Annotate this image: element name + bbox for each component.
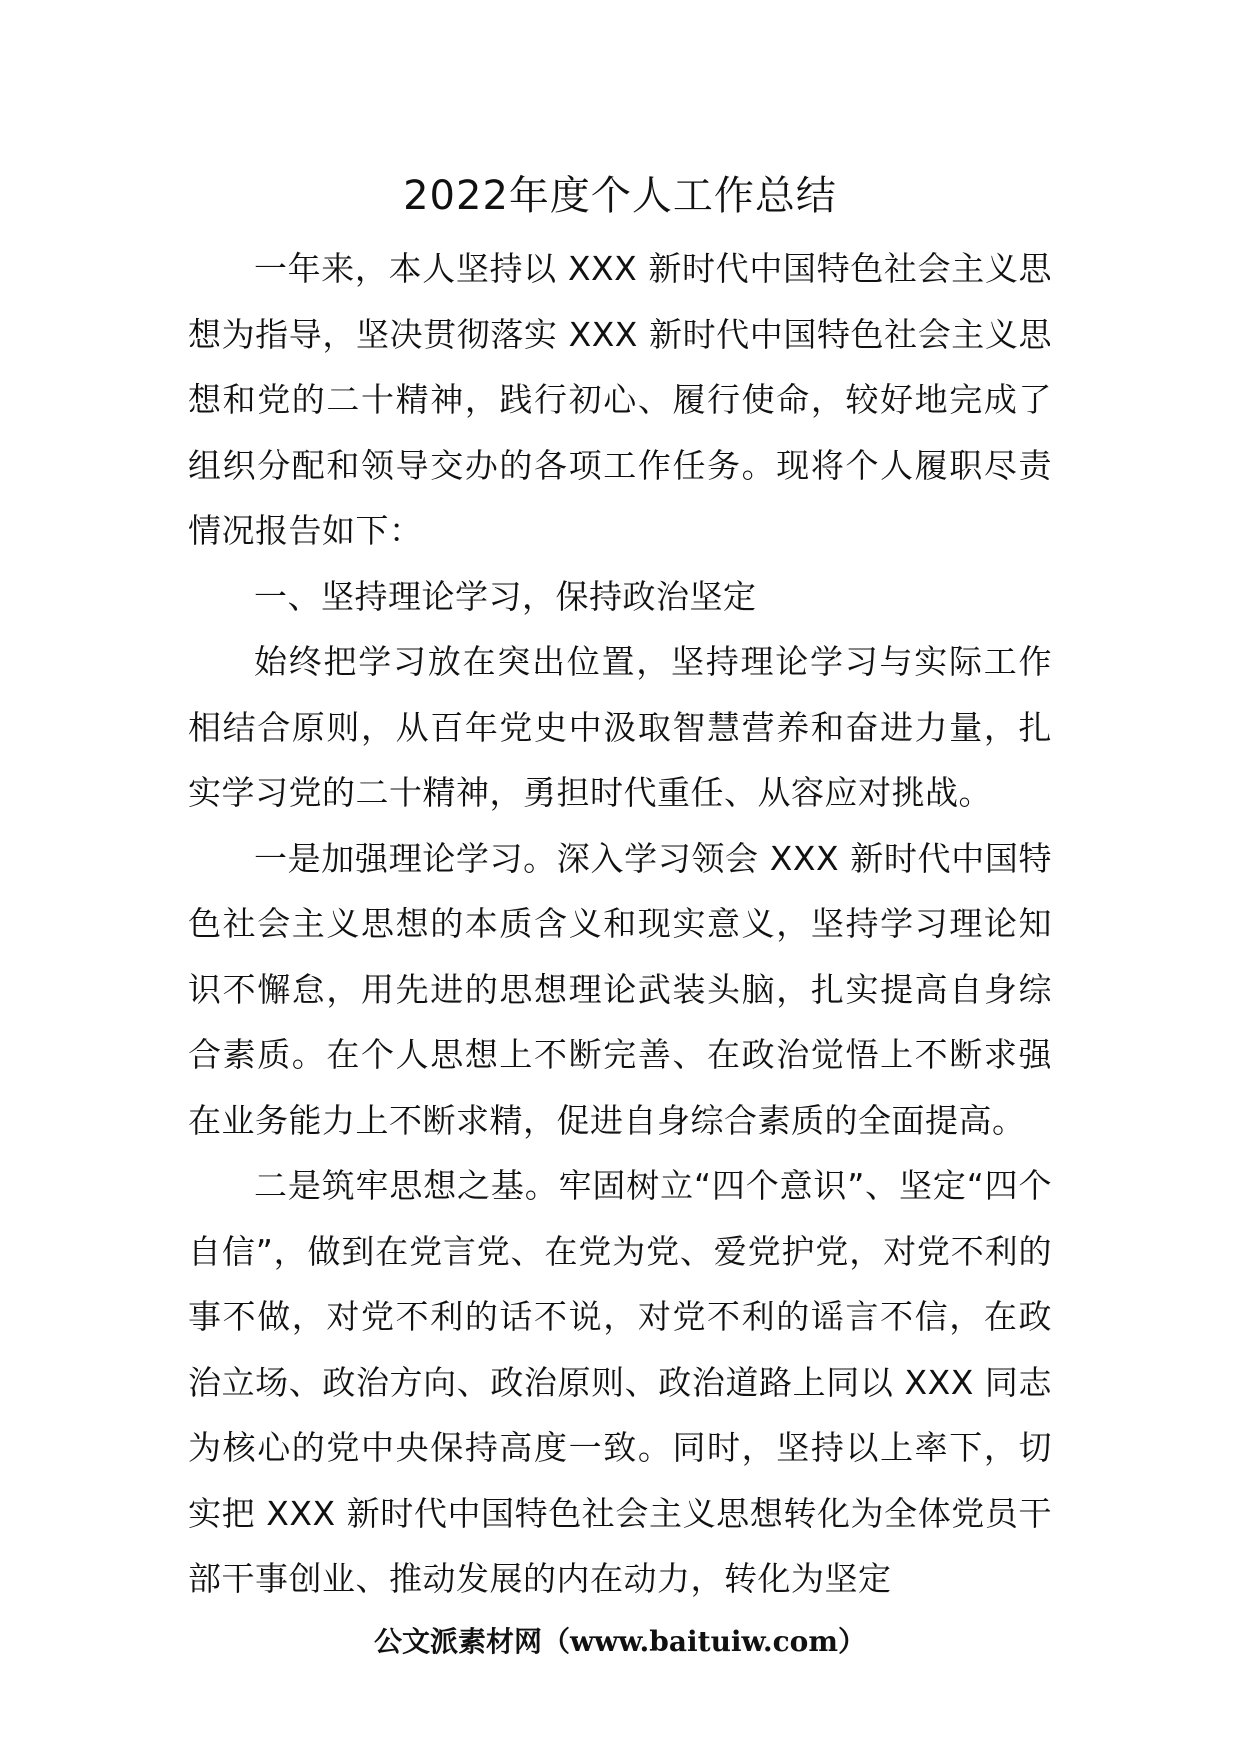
section-1-paragraph: 始终把学习放在突出位置，坚持理论学习与实际工作相结合原则，从百年党史中汲取智慧营养和奋进力量，扎实学习党的二十精神，勇担时代重任、从容应对挑战。: [188, 642, 1052, 812]
section-heading-1: 一、坚持理论学习，保持政治坚定: [254, 576, 757, 616]
point-1-paragraph: 一是加强理论学习。深入学习领会 XXX 新时代中国特色社会主义思想的本质含义和现实意义，坚持学习理论知识不懈怠，用先进的思想理论武装头脑，扎实提高自身综合素质。在个人思想上不断完善、在政治觉悟上不断求强在业务能力上不断求精，促进自身综合素质的全面提高。: [188, 838, 1052, 1140]
footer-watermark: 公文派素材网（www.baituiw.com）: [374, 1625, 866, 1658]
document-title: 2022年度个人工作总结: [403, 173, 837, 219]
intro-paragraph: 一年来，本人坚持以 XXX 新时代中国特色社会主义思想为指导，坚决贯彻落实 XXX 新时代中国特色社会主义思想和党的二十精神，践行初心、履行使命，较好地完成了组织分配和领导交办的各项工作任务。现将个人履职尽责情况报告如下：: [188, 249, 1052, 550]
point-2-paragraph: 二是筑牢思想之基。牢固树立“四个意识”、坚定“四个自信”，做到在党言党、在党为党、爱党护党，对党不利的事不做，对党不利的话不说，对党不利的谣言不信，在政治立场、政治方向、政治原则、政治道路上同以 XXX 同志为核心的党中央保持高度一致。同时，坚持以上率下，切实把 XXX 新时代中国特色社会主义思想转化为全体党员干部干事创业、推动发展的内在动力，转化为坚定: [188, 1166, 1052, 1598]
document-body: [188, 236, 1052, 1612]
